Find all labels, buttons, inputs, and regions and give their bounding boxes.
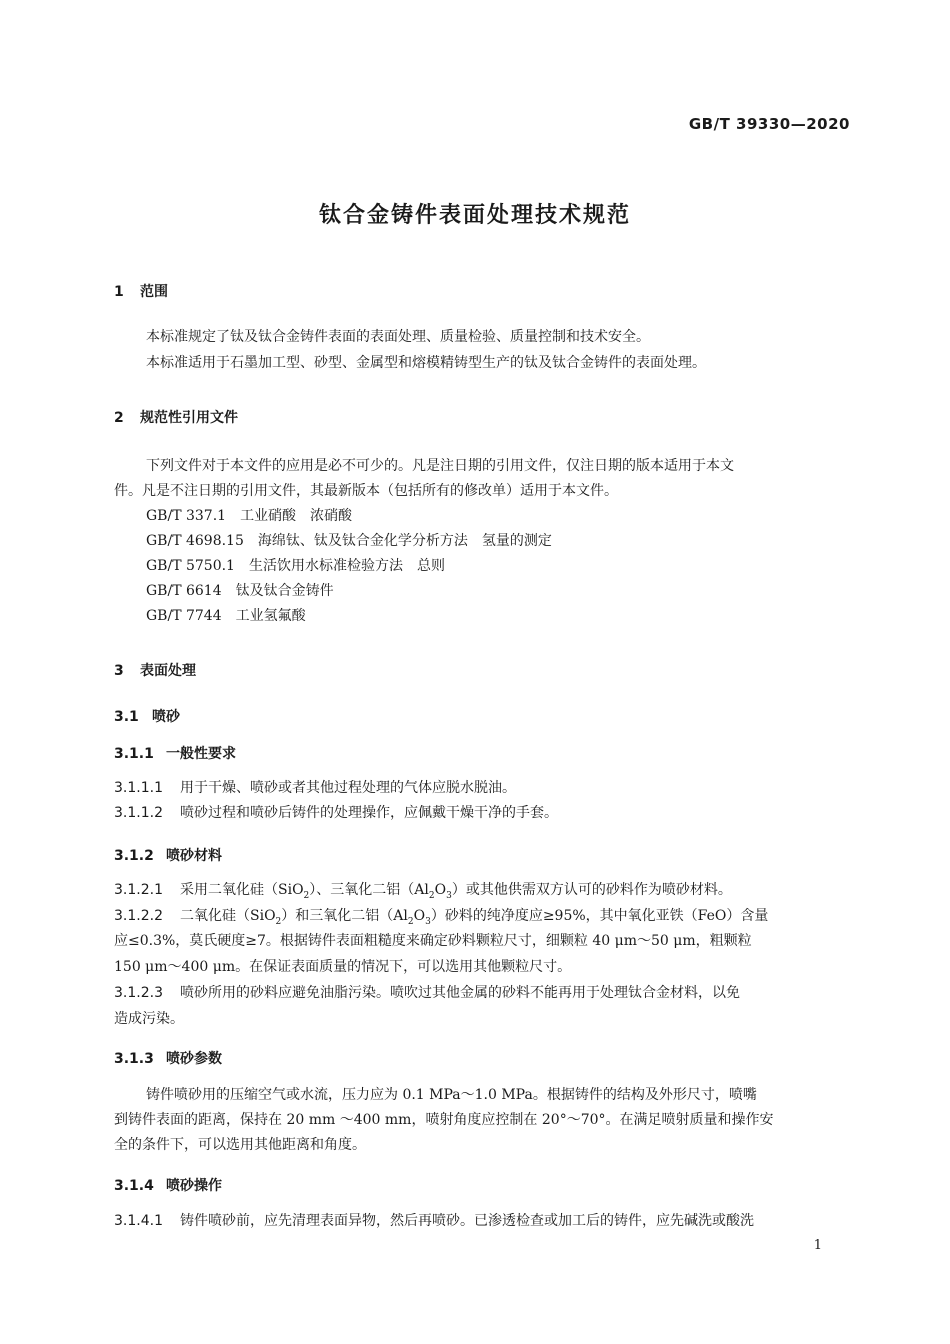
reference-name: 生活饮用水标准检验方法 总则 xyxy=(248,558,445,574)
subsection-3-1-3-heading xyxy=(114,1048,222,1068)
paragraph: 件。凡是不注日期的引用文件，其最新版本（包括所有的修改单）适用于本文件。 xyxy=(114,483,618,499)
reference-item xyxy=(146,554,445,579)
reference-name: 工业氢氟酸 xyxy=(235,608,306,624)
clause xyxy=(114,981,851,1007)
reference-code: GB/T 4698.15 xyxy=(146,533,244,549)
section-number: 3.1.4 xyxy=(114,1178,154,1194)
clause-number: 3.1.2.3 xyxy=(114,985,163,1001)
clause-text: 二氧化硅（SiO$_2$）和三氧化二铝$(Al_2O_3)$砂料的纯净度应≥95%，其中氧化亚铁（FeO）含量 xyxy=(180,908,769,927)
reference-code: GB/T 7744 xyxy=(146,608,222,624)
reference-item xyxy=(146,604,306,629)
paragraph: 到铸件表面的距离，保持在 20 mm ～400 mm，喷射角度应控制在 20°～70°。在满足喷射质量和操作安 xyxy=(114,1112,774,1128)
reference-code: GB/T 5750.1 xyxy=(146,558,235,574)
paragraph: 本标准规定了钛及钛合金铸件表面的表面处理、质量检验、质量控制和技术安全。 xyxy=(146,329,650,345)
clause-number: 3.1.1.1 xyxy=(114,780,163,796)
section-number: 3 xyxy=(114,663,124,679)
subsection-3-1-heading xyxy=(114,706,180,726)
reference-code: GB/T 6614 xyxy=(146,583,222,599)
section-title: 范围 xyxy=(140,284,168,300)
section-title: 一般性要求 xyxy=(166,746,236,762)
subsection-3-1-2-heading xyxy=(114,845,222,865)
paragraph: 全的条件下，可以选用其他距离和角度。 xyxy=(114,1137,366,1153)
page-number: 1 xyxy=(813,1238,822,1253)
clause-number: 3.1.2.2 xyxy=(114,908,163,924)
reference-item xyxy=(146,579,334,604)
clause-text: 用于干燥、喷砂或者其他过程处理的气体应脱水脱油。 xyxy=(180,780,516,796)
section-2-heading xyxy=(114,407,238,427)
clause xyxy=(114,1209,851,1235)
paragraph: 本标准适用于石墨加工型、砂型、金属型和熔模精铸型生产的钛及钛合金铸件的表面处理。 xyxy=(146,355,706,371)
section-number: 3.1 xyxy=(114,709,139,725)
clause-text: 铸件喷砂前，应先清理表面异物，然后再喷砂。已渗透检查或加工后的铸件，应先碱洗或酸洗 xyxy=(180,1213,754,1229)
clause-continuation: 应≤0.3%，莫氏硬度≥7。根据铸件表面粗糙度来确定砂料颗粒尺寸，细颗粒 40 μm～50 μm，粗颗粒 xyxy=(114,933,752,949)
reference-item xyxy=(146,504,352,529)
section-title: 喷砂 xyxy=(152,709,180,725)
section-number: 3.1.3 xyxy=(114,1051,154,1067)
reference-name: 钛及钛合金铸件 xyxy=(235,583,334,599)
clause xyxy=(114,801,851,827)
clause-continuation: 造成污染。 xyxy=(114,1011,184,1027)
section-title: 表面处理 xyxy=(140,663,196,679)
section-number: 2 xyxy=(114,410,124,426)
section-1-heading xyxy=(114,281,168,301)
clause-number: 3.1.2.1 xyxy=(114,882,163,898)
paragraph: 下列文件对于本文件的应用是必不可少的。凡是注日期的引用文件，仅注日期的版本适用于本文 xyxy=(146,458,734,474)
clause-number: 3.1.1.2 xyxy=(114,805,163,821)
clause-number: 3.1.4.1 xyxy=(114,1213,163,1229)
standard-number: GB/T 39330—2020 xyxy=(688,115,850,133)
clause-text: 喷砂过程和喷砂后铸件的处理操作，应佩戴干燥干净的手套。 xyxy=(180,805,558,821)
section-title: 喷砂材料 xyxy=(166,848,222,864)
subsection-3-1-4-heading xyxy=(114,1175,222,1195)
section-title: 喷砂操作 xyxy=(166,1178,222,1194)
paragraph: 铸件喷砂用的压缩空气或水流，压力应为 0.1 MPa～1.0 MPa。根据铸件的结构及外形尺寸，喷嘴 xyxy=(146,1087,757,1103)
document-title: 钛合金铸件表面处理技术规范 xyxy=(318,203,631,228)
clause-text: 采用二氧化硅（SiO$_2$）、三氧化二铝$(Al_2O_3)$或其他供需双方认可的砂料作为喷砂材料。 xyxy=(180,882,732,901)
reference-item xyxy=(146,529,552,554)
reference-name: 工业硝酸 浓硝酸 xyxy=(240,508,353,524)
reference-code: GB/T 337.1 xyxy=(146,508,227,524)
section-number: 3.1.2 xyxy=(114,848,154,864)
section-title: 规范性引用文件 xyxy=(140,410,238,426)
clause-continuation: 150 μm～400 μm。在保证表面质量的情况下，可以选用其他颗粒尺寸。 xyxy=(114,959,572,975)
reference-name: 海绵钛、钛及钛合金化学分析方法 氢量的测定 xyxy=(257,533,552,549)
section-number: 3.1.1 xyxy=(114,746,154,762)
subsection-3-1-1-heading xyxy=(114,743,236,763)
section-3-heading xyxy=(114,660,196,680)
section-number: 1 xyxy=(114,284,124,300)
clause-text: 喷砂所用的砂料应避免油脂污染。喷吹过其他金属的砂料不能再用于处理钛合金材料，以免 xyxy=(180,985,740,1001)
section-title: 喷砂参数 xyxy=(166,1051,222,1067)
clause xyxy=(114,776,851,802)
